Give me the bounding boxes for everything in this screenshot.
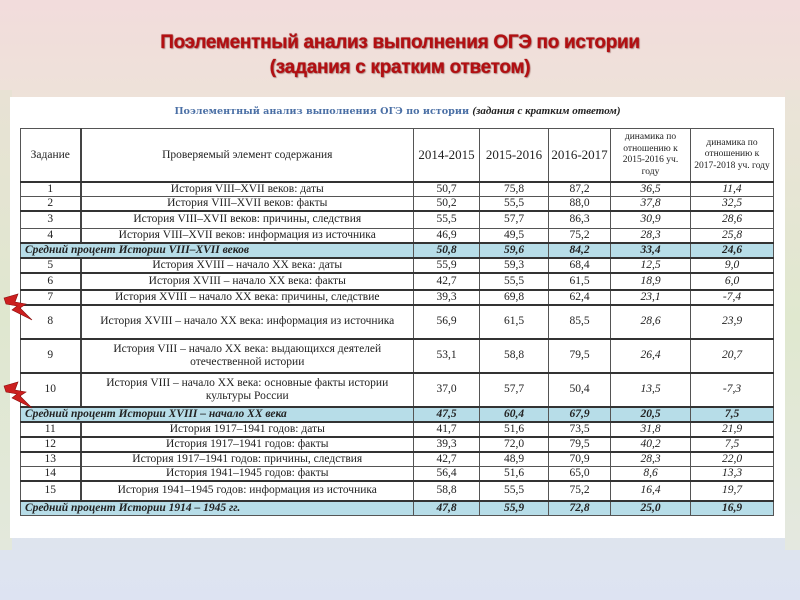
- content-element: История 1941–1945 годов: информация из источника: [81, 481, 414, 501]
- average-row: [21, 501, 774, 516]
- dynamics-2: 7,5: [691, 437, 774, 452]
- panel-title-main: Поэлементный анализ выполнения ОГЭ по истории: [174, 106, 473, 117]
- table-row: [21, 422, 774, 437]
- value-2014-2015: 47,8: [414, 501, 480, 516]
- task-number: 12: [21, 437, 81, 452]
- value-2015-2016: 57,7: [480, 211, 549, 228]
- task-number: 2: [21, 197, 81, 212]
- value-2015-2016: 60,4: [480, 407, 549, 422]
- dynamics-1: 30,9: [611, 211, 691, 228]
- average-label: Средний процент Истории XVIII – начало XX века: [21, 407, 414, 422]
- slide-title-line1: Поэлементный анализ выполнения ОГЭ по истории: [160, 32, 640, 53]
- dynamics-1: 18,9: [611, 273, 691, 290]
- dynamics-2: 24,6: [691, 243, 774, 258]
- dynamics-2: 22,0: [691, 452, 774, 467]
- task-number: 11: [21, 422, 81, 437]
- dynamics-1: 28,3: [611, 452, 691, 467]
- dynamics-1: 33,4: [611, 243, 691, 258]
- task-number: 9: [21, 339, 81, 373]
- header-task: Задание: [21, 129, 81, 183]
- value-2016-2017: 75,2: [549, 481, 611, 501]
- dynamics-2: 11,4: [691, 182, 774, 197]
- task-number: 3: [21, 211, 81, 228]
- value-2015-2016: 49,5: [480, 228, 549, 243]
- dynamics-1: 23,1: [611, 290, 691, 305]
- table-row: [21, 258, 774, 273]
- value-2016-2017: 79,5: [549, 437, 611, 452]
- dynamics-1: 13,5: [611, 373, 691, 407]
- dynamics-2: 21,9: [691, 422, 774, 437]
- value-2014-2015: 39,3: [414, 437, 480, 452]
- results-table: [20, 128, 774, 516]
- lightning-bolt-icon: [2, 292, 36, 322]
- value-2014-2015: 41,7: [414, 422, 480, 437]
- content-element: История VIII – начало XX века: выдающихся деятелей отечественной истории: [81, 339, 414, 373]
- slide-title: [0, 30, 800, 80]
- average-label: Средний процент Истории VIII–XVII веков: [21, 243, 414, 258]
- content-element: История VIII–XVII веков: даты: [81, 182, 414, 197]
- dynamics-2: 6,0: [691, 273, 774, 290]
- value-2015-2016: 48,9: [480, 452, 549, 467]
- dynamics-2: 23,9: [691, 305, 774, 339]
- value-2016-2017: 86,3: [549, 211, 611, 228]
- content-element: История XVIII – начало XX века: факты: [81, 273, 414, 290]
- table-row: [21, 273, 774, 290]
- content-element: История XVIII – начало XX века: информация из источника: [81, 305, 414, 339]
- value-2016-2017: 65,0: [549, 466, 611, 481]
- value-2016-2017: 61,5: [549, 273, 611, 290]
- slide-title-line2: (задания с кратким ответом): [269, 57, 531, 78]
- table-panel: [10, 97, 785, 538]
- table-row: [21, 305, 774, 339]
- table-row: [21, 339, 774, 373]
- dynamics-2: 13,3: [691, 466, 774, 481]
- value-2016-2017: 75,2: [549, 228, 611, 243]
- value-2014-2015: 55,9: [414, 258, 480, 273]
- dynamics-2: -7,4: [691, 290, 774, 305]
- task-number: 10: [21, 373, 81, 407]
- value-2015-2016: 58,8: [480, 339, 549, 373]
- header-element: Проверяемый элемент содержания: [81, 129, 414, 183]
- dynamics-1: 31,8: [611, 422, 691, 437]
- lightning-bolt-icon: [2, 380, 36, 410]
- header-dynamics-2: динамика по отношению к 2017-2018 уч. году: [691, 129, 774, 183]
- value-2014-2015: 50,2: [414, 197, 480, 212]
- dynamics-1: 28,3: [611, 228, 691, 243]
- right-decor-strip: [785, 90, 800, 550]
- dynamics-1: 16,4: [611, 481, 691, 501]
- dynamics-2: 28,6: [691, 211, 774, 228]
- panel-title-sub: (задания с кратким ответом): [472, 105, 621, 117]
- dynamics-2: -7,3: [691, 373, 774, 407]
- table-row: [21, 290, 774, 305]
- value-2015-2016: 51,6: [480, 466, 549, 481]
- dynamics-2: 32,5: [691, 197, 774, 212]
- dynamics-1: 40,2: [611, 437, 691, 452]
- value-2015-2016: 69,8: [480, 290, 549, 305]
- value-2016-2017: 70,9: [549, 452, 611, 467]
- task-number: 14: [21, 466, 81, 481]
- table-row: [21, 182, 774, 197]
- value-2015-2016: 55,5: [480, 273, 549, 290]
- average-label: Средний процент Истории 1914 – 1945 гг.: [21, 501, 414, 516]
- value-2016-2017: 85,5: [549, 305, 611, 339]
- value-2015-2016: 59,3: [480, 258, 549, 273]
- task-number: 7: [21, 290, 81, 305]
- panel-title: [10, 105, 785, 117]
- average-row: [21, 407, 774, 422]
- table-row: [21, 211, 774, 228]
- value-2015-2016: 72,0: [480, 437, 549, 452]
- value-2014-2015: 50,7: [414, 182, 480, 197]
- value-2016-2017: 62,4: [549, 290, 611, 305]
- value-2014-2015: 37,0: [414, 373, 480, 407]
- value-2016-2017: 88,0: [549, 197, 611, 212]
- table-body: [21, 182, 774, 515]
- table-row: [21, 228, 774, 243]
- content-element: История VIII–XVII веков: информация из источника: [81, 228, 414, 243]
- value-2015-2016: 55,5: [480, 197, 549, 212]
- value-2014-2015: 39,3: [414, 290, 480, 305]
- table-header-row: [21, 129, 774, 183]
- value-2014-2015: 53,1: [414, 339, 480, 373]
- value-2016-2017: 68,4: [549, 258, 611, 273]
- header-2015-2016: 2015-2016: [480, 129, 549, 183]
- value-2014-2015: 47,5: [414, 407, 480, 422]
- table-row: [21, 466, 774, 481]
- task-number: 6: [21, 273, 81, 290]
- task-number: 13: [21, 452, 81, 467]
- dynamics-1: 28,6: [611, 305, 691, 339]
- value-2015-2016: 51,6: [480, 422, 549, 437]
- content-element: История VIII–XVII веков: причины, следствия: [81, 211, 414, 228]
- value-2014-2015: 42,7: [414, 273, 480, 290]
- value-2016-2017: 67,9: [549, 407, 611, 422]
- value-2015-2016: 59,6: [480, 243, 549, 258]
- value-2016-2017: 50,4: [549, 373, 611, 407]
- task-number: 8: [21, 305, 81, 339]
- dynamics-2: 16,9: [691, 501, 774, 516]
- content-element: История VIII–XVII веков: факты: [81, 197, 414, 212]
- task-number: 4: [21, 228, 81, 243]
- value-2014-2015: 46,9: [414, 228, 480, 243]
- content-element: История 1917–1941 годов: факты: [81, 437, 414, 452]
- dynamics-2: 9,0: [691, 258, 774, 273]
- dynamics-1: 37,8: [611, 197, 691, 212]
- dynamics-2: 19,7: [691, 481, 774, 501]
- value-2016-2017: 73,5: [549, 422, 611, 437]
- value-2016-2017: 72,8: [549, 501, 611, 516]
- value-2014-2015: 58,8: [414, 481, 480, 501]
- value-2015-2016: 61,5: [480, 305, 549, 339]
- value-2015-2016: 55,5: [480, 481, 549, 501]
- content-element: История XVIII – начало XX века: даты: [81, 258, 414, 273]
- table-row: [21, 373, 774, 407]
- content-element: История 1917–1941 годов: причины, следствия: [81, 452, 414, 467]
- value-2015-2016: 75,8: [480, 182, 549, 197]
- value-2014-2015: 50,8: [414, 243, 480, 258]
- header-2016-2017: 2016-2017: [549, 129, 611, 183]
- content-element: История VIII – начало XX века: основные факты истории культуры России: [81, 373, 414, 407]
- value-2014-2015: 42,7: [414, 452, 480, 467]
- content-element: История 1941–1945 годов: факты: [81, 466, 414, 481]
- dynamics-1: 25,0: [611, 501, 691, 516]
- value-2015-2016: 55,9: [480, 501, 549, 516]
- value-2016-2017: 79,5: [549, 339, 611, 373]
- value-2016-2017: 84,2: [549, 243, 611, 258]
- dynamics-1: 20,5: [611, 407, 691, 422]
- dynamics-1: 8,6: [611, 466, 691, 481]
- table-row: [21, 197, 774, 212]
- content-element: История XVIII – начало XX века: причины, следствие: [81, 290, 414, 305]
- average-row: [21, 243, 774, 258]
- dynamics-2: 7,5: [691, 407, 774, 422]
- dynamics-1: 36,5: [611, 182, 691, 197]
- value-2015-2016: 57,7: [480, 373, 549, 407]
- table-row: [21, 437, 774, 452]
- dynamics-2: 25,8: [691, 228, 774, 243]
- task-number: 15: [21, 481, 81, 501]
- value-2014-2015: 56,4: [414, 466, 480, 481]
- dynamics-1: 26,4: [611, 339, 691, 373]
- content-element: История 1917–1941 годов: даты: [81, 422, 414, 437]
- header-2014-2015: 2014-2015: [414, 129, 480, 183]
- value-2014-2015: 56,9: [414, 305, 480, 339]
- value-2016-2017: 87,2: [549, 182, 611, 197]
- header-dynamics-1: динамика по отношению к 2015-2016 уч. году: [611, 129, 691, 183]
- table-row: [21, 452, 774, 467]
- dynamics-2: 20,7: [691, 339, 774, 373]
- value-2014-2015: 55,5: [414, 211, 480, 228]
- dynamics-1: 12,5: [611, 258, 691, 273]
- task-number: 1: [21, 182, 81, 197]
- table-row: [21, 481, 774, 501]
- task-number: 5: [21, 258, 81, 273]
